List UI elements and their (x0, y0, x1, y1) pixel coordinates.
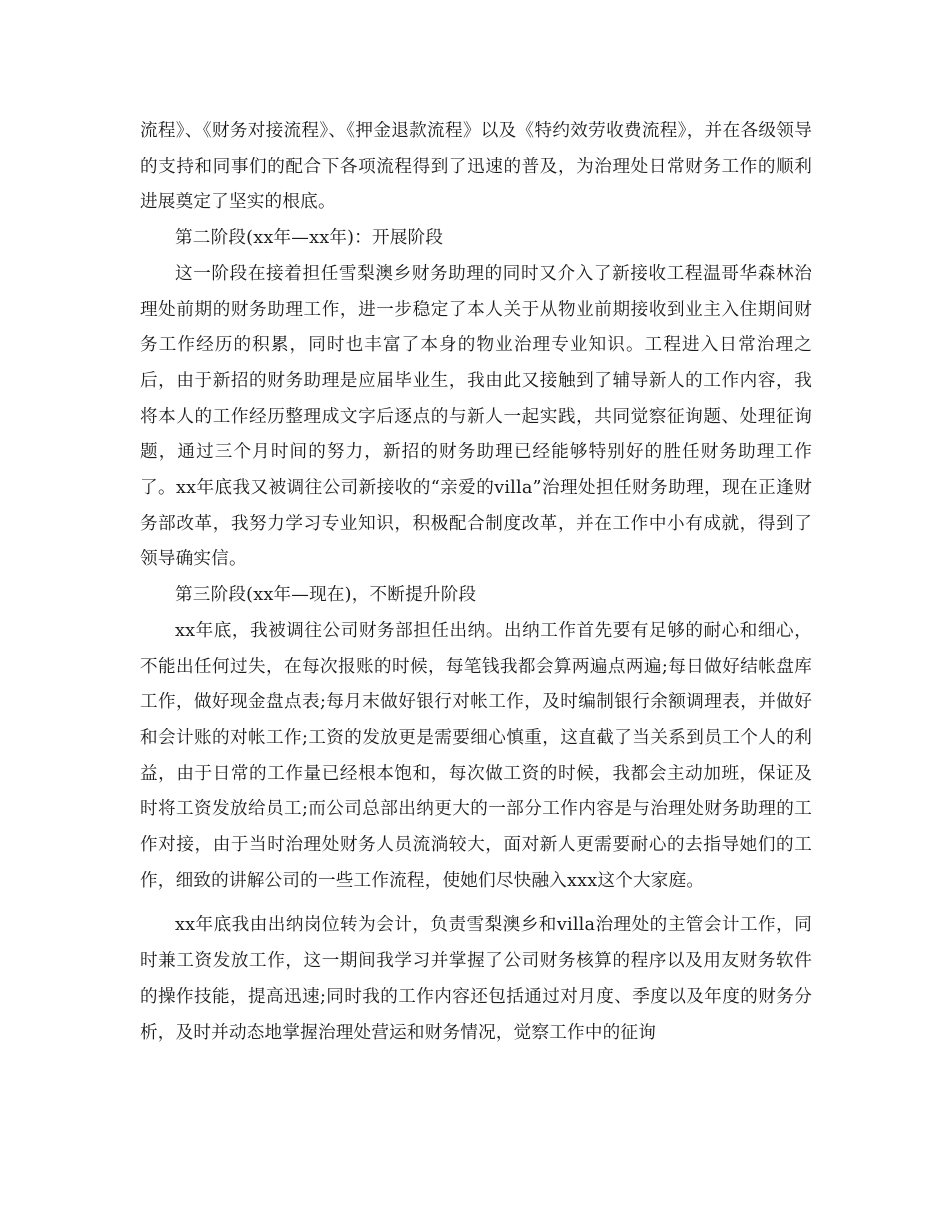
heading-stage-two: 第二阶段(xx年—xx年)：开展阶段 (175, 228, 444, 249)
paragraph-accountant: xx年底我由出纳岗位转为会计，负责雪梨澳乡和villa治理处的主管会计工作，同时兼工资发放工作，这一期间我学习并掌握了公司财务核算的程序以及用友财务软件的操作技能，提高迅速;同时我的工作内容还包括通过对月度、季度以及年度的财务分析，及时并动态地掌握治理处营运和财务情况，觉察工作中的征询 (140, 915, 812, 1043)
document-body (140, 114, 812, 1051)
paragraph-cashier: xx年底，我被调往公司财务部担任出纳。出纳工作首先要有足够的耐心和细心，不能出任何过失，在每次报账的时候，每笔钱我都会算两遍点两遍;每日做好结帐盘库工作，做好现金盘点表;每月末做好银行对帐工作，及时编制银行余额调理表，并做好和会计账的对帐工作;工资的发放更是需要细心慎重，这直截了当关系到员工个人的利益，由于日常的工作量已经根本饱和，每次做工资的时候，我都会主动加班，保证及时将工资发放给员工;而公司总部出纳更大的一部分工作内容是与治理处财务助理的工作对接，由于当时治理处财务人员流淌较大，面对新人更需要耐心的去指导她们的工作，细致的讲解公司的一些工作流程，使她们尽快融入xxx这个大家庭。 (140, 620, 812, 891)
paragraph-stage-two: 这一阶段在接着担任雪梨澳乡财务助理的同时又介入了新接收工程温哥华森林治理处前期的财务助理工作，进一步稳定了本人关于从物业前期接收到业主入住期间财务工作经历的积累，同时也丰富了本身的物业治理专业知识。工程进入日常治理之后，由于新招的财务助理是应届毕业生，我由此又接触到了辅导新人的工作内容，我将本人的工作经历整理成文字后逐点的与新人一起实践，共同觉察征询题、处理征询题，通过三个月时间的努力，新招的财务助理已经能够特别好的胜任财务助理工作了。xx年底我又被调往公司新接收的“亲爱的villa”治理处担任财务助理，现在正逢财务部改革，我努力学习专业知识，积极配合制度改革，并在工作中小有成就，得到了领导确实信。 (140, 263, 812, 570)
paragraph-procedures: 流程》、《财务对接流程》、《押金退款流程》以及《特约效劳收费流程》，并在各级领导的支持和同事们的配合下各项流程得到了迅速的普及，为治理处日常财务工作的顺利进展奠定了坚实的根底。 (140, 121, 812, 213)
heading-stage-three: 第三阶段(xx年—现在)，不断提升阶段 (175, 585, 477, 606)
